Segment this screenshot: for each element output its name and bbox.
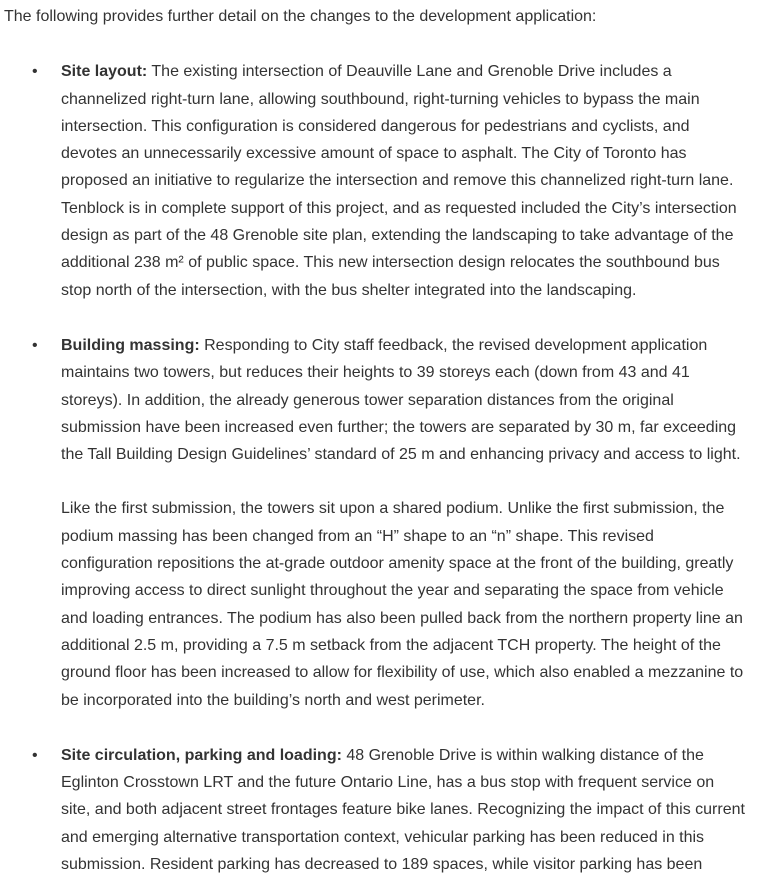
text-line: configuration repositions the at-grade outdoor amenity space at the front of the building, greatly bbox=[61, 555, 734, 573]
text-line: design as part of the 48 Grenoble site plan, extending the landscaping to take advantage of the bbox=[61, 227, 734, 245]
bullet-term: Site layout: bbox=[61, 63, 148, 81]
bullet-dot-icon: • bbox=[32, 63, 38, 81]
list-item-site-layout bbox=[0, 58, 741, 304]
text-line: improving access to direct sunlight throughout the year and separating the space from vehicle bbox=[61, 582, 724, 600]
paragraph bbox=[61, 332, 741, 468]
text-line: channelized right-turn lane, allowing southbound, right-turning vehicles to bypass the main bbox=[61, 90, 700, 108]
text-line: and loading entrances. The podium has also been pulled back from the northern property line an bbox=[61, 609, 743, 627]
text-line: Site layout: The existing intersection of Deauville Lane and Grenoble Drive includes a bbox=[61, 63, 672, 81]
text-line: Building massing: Responding to City staff feedback, the revised development application bbox=[61, 336, 708, 354]
text-line: intersection. This configuration is considered dangerous for pedestrians and cyclists, and bbox=[61, 117, 690, 135]
text-line: storeys). In addition, the already generous tower separation distances from the original bbox=[61, 391, 674, 409]
text-line: devotes an unnecessarily excessive amount of space to asphalt. The City of Toronto has bbox=[61, 145, 687, 163]
text-line: submission have been increased even further; the towers are separated by 30 m, far exceeding bbox=[61, 418, 737, 436]
list-item-building-massing bbox=[0, 332, 744, 714]
text-line: maintains two towers, but reduces their heights to 39 storeys each (down from 43 and 41 bbox=[61, 364, 690, 382]
paragraph bbox=[61, 58, 741, 304]
text-line: Tenblock is in complete support of this project, and as requested included the City’s intersection bbox=[61, 199, 737, 217]
text-line: podium massing has been changed from an “H” shape to an “n” shape. This revised bbox=[61, 527, 654, 545]
text-line: be incorporated into the building’s north and west perimeter. bbox=[61, 691, 485, 709]
text-line: additional 238 m² of public space. This new intersection design relocates the southbound bus bbox=[61, 254, 720, 272]
text-line: Site circulation, parking and loading: 48 Grenoble Drive is within walking distance of the bbox=[61, 746, 704, 764]
bullet-dot-icon: • bbox=[32, 336, 38, 354]
text-line: additional 2.5 m, providing a 7.5 m setback from the adjacent TCH property. The height of the bbox=[61, 636, 721, 654]
text-line: site, and both adjacent street frontages feature bike lanes. Recognizing the impact of this current bbox=[61, 801, 745, 819]
changes-list bbox=[0, 58, 761, 878]
paragraph bbox=[61, 495, 744, 713]
text-line: ground floor has been increased to allow for flexibility of use, which also enabled a mezzanine to bbox=[61, 664, 744, 682]
intro-text: The following provides further detail on the changes to the development application: bbox=[4, 8, 597, 25]
text-line: proposed an initiative to regularize the intersection and remove this channelized right-turn lane. bbox=[61, 172, 734, 190]
text-line: Like the first submission, the towers sit upon a shared podium. Unlike the first submission, the bbox=[61, 500, 725, 518]
text-line: stop north of the intersection, with the bus shelter integrated into the landscaping. bbox=[61, 281, 637, 299]
text-line: Eglinton Crosstown LRT and the future Ontario Line, has a bus stop with frequent service on bbox=[61, 774, 715, 792]
list-item-site-circulation bbox=[0, 742, 745, 878]
bullet-dot-icon: • bbox=[32, 746, 38, 764]
bullet-term: Building massing: bbox=[61, 336, 200, 354]
text-line: and emerging alternative transportation context, vehicular parking has been reduced in this bbox=[61, 828, 705, 846]
bullet-term: Site circulation, parking and loading: bbox=[61, 746, 342, 764]
paragraph bbox=[61, 742, 745, 878]
text-line: the Tall Building Design Guidelines’ standard of 25 m and enhancing privacy and access to light. bbox=[61, 446, 741, 464]
text-line: submission. Resident parking has decreased to 189 spaces, while visitor parking has been bbox=[61, 856, 703, 874]
